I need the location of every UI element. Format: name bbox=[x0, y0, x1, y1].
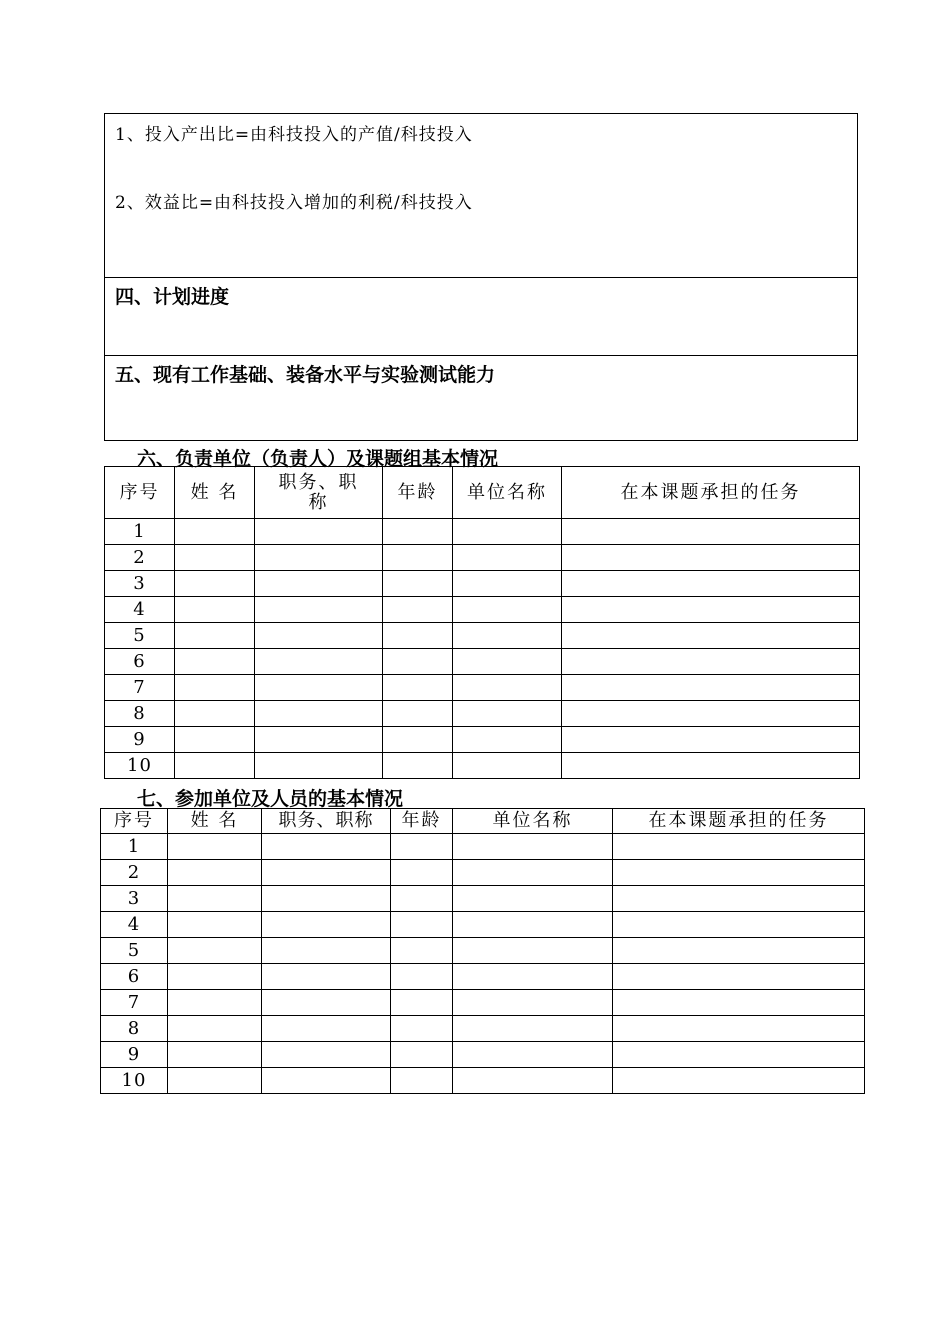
cell-name[interactable] bbox=[168, 1042, 262, 1068]
cell-serial: 7 bbox=[105, 675, 175, 701]
col-header-serial: 序号 bbox=[105, 467, 175, 519]
cell-age[interactable] bbox=[391, 912, 453, 938]
table-row bbox=[101, 1016, 865, 1042]
cell-position[interactable] bbox=[262, 912, 391, 938]
cell-position[interactable] bbox=[262, 834, 391, 860]
cell-unit[interactable] bbox=[453, 727, 562, 753]
cell-task[interactable] bbox=[562, 545, 860, 571]
cell-name[interactable] bbox=[175, 519, 255, 545]
cell-name[interactable] bbox=[175, 545, 255, 571]
cell-task[interactable] bbox=[562, 701, 860, 727]
cell-unit[interactable] bbox=[453, 545, 562, 571]
table-row bbox=[101, 1068, 865, 1094]
table-row bbox=[105, 675, 860, 701]
cell-serial: 9 bbox=[101, 1042, 168, 1068]
cell-age[interactable] bbox=[391, 1016, 453, 1042]
cell-unit[interactable] bbox=[453, 834, 613, 860]
cell-serial: 6 bbox=[105, 649, 175, 675]
table-row bbox=[101, 964, 865, 990]
cell-serial: 8 bbox=[105, 701, 175, 727]
cell-serial: 4 bbox=[101, 912, 168, 938]
col-header-age: 年龄 bbox=[391, 809, 453, 834]
cell-position[interactable] bbox=[255, 597, 383, 623]
cell-serial: 2 bbox=[101, 860, 168, 886]
cell-task[interactable] bbox=[613, 964, 865, 990]
cell-age[interactable] bbox=[391, 860, 453, 886]
cell-serial: 5 bbox=[105, 623, 175, 649]
cell-position[interactable] bbox=[262, 1068, 391, 1094]
cell-position[interactable] bbox=[262, 886, 391, 912]
cell-age[interactable] bbox=[391, 964, 453, 990]
cell-unit[interactable] bbox=[453, 701, 562, 727]
col-header-name: 姓 名 bbox=[175, 467, 255, 519]
cell-age[interactable] bbox=[383, 649, 453, 675]
cell-serial: 8 bbox=[101, 1016, 168, 1042]
cell-name[interactable] bbox=[168, 938, 262, 964]
cell-unit[interactable] bbox=[453, 597, 562, 623]
schedule-heading: 四、计划进度 bbox=[115, 286, 230, 308]
cell-age[interactable] bbox=[391, 1068, 453, 1094]
cell-serial: 1 bbox=[105, 519, 175, 545]
cell-task[interactable] bbox=[613, 1042, 865, 1068]
table7-title: 七、参加单位及人员的基本情况 bbox=[137, 788, 404, 810]
cell-serial: 3 bbox=[105, 571, 175, 597]
cell-serial: 2 bbox=[105, 545, 175, 571]
cell-name[interactable] bbox=[175, 597, 255, 623]
cell-position[interactable] bbox=[255, 519, 383, 545]
table-header-row bbox=[101, 809, 865, 834]
cell-serial: 5 bbox=[101, 938, 168, 964]
cell-position[interactable] bbox=[255, 753, 383, 779]
cell-position[interactable] bbox=[255, 727, 383, 753]
cell-position[interactable] bbox=[262, 1042, 391, 1068]
cell-task[interactable] bbox=[613, 860, 865, 886]
col-header-serial: 序号 bbox=[101, 809, 168, 834]
cell-task[interactable] bbox=[562, 675, 860, 701]
table-row bbox=[101, 990, 865, 1016]
table-header-row bbox=[105, 467, 860, 519]
cell-serial: 10 bbox=[105, 753, 175, 779]
cell-serial: 9 bbox=[105, 727, 175, 753]
cell-name[interactable] bbox=[168, 990, 262, 1016]
cell-position[interactable] bbox=[255, 571, 383, 597]
table-row bbox=[105, 701, 860, 727]
cell-unit[interactable] bbox=[453, 1068, 613, 1094]
cell-serial: 6 bbox=[101, 964, 168, 990]
cell-age[interactable] bbox=[383, 571, 453, 597]
cell-task[interactable] bbox=[562, 597, 860, 623]
cell-age[interactable] bbox=[383, 753, 453, 779]
formula-benefit-ratio: 2、效益比=由科技投入增加的利税/科技投入 bbox=[115, 193, 473, 213]
table-row bbox=[105, 597, 860, 623]
col-header-task: 在本课题承担的任务 bbox=[562, 467, 860, 519]
cell-unit[interactable] bbox=[453, 938, 613, 964]
cell-serial: 3 bbox=[101, 886, 168, 912]
cell-unit[interactable] bbox=[453, 649, 562, 675]
cell-name[interactable] bbox=[168, 1068, 262, 1094]
table-row bbox=[101, 912, 865, 938]
cell-age[interactable] bbox=[383, 545, 453, 571]
cell-unit[interactable] bbox=[453, 1016, 613, 1042]
cell-position[interactable] bbox=[262, 1016, 391, 1042]
cell-position[interactable] bbox=[255, 649, 383, 675]
cell-task[interactable] bbox=[613, 886, 865, 912]
cell-position[interactable] bbox=[262, 990, 391, 1016]
cell-unit[interactable] bbox=[453, 753, 562, 779]
cell-name[interactable] bbox=[175, 675, 255, 701]
cell-task[interactable] bbox=[613, 834, 865, 860]
table-row bbox=[105, 545, 860, 571]
col-header-task: 在本课题承担的任务 bbox=[613, 809, 865, 834]
cell-task[interactable] bbox=[562, 649, 860, 675]
cell-serial: 10 bbox=[101, 1068, 168, 1094]
cell-task[interactable] bbox=[613, 938, 865, 964]
cell-name[interactable] bbox=[175, 623, 255, 649]
cell-position[interactable] bbox=[255, 545, 383, 571]
col-header-name: 姓 名 bbox=[168, 809, 262, 834]
cell-age[interactable] bbox=[383, 597, 453, 623]
table-row bbox=[105, 519, 860, 545]
cell-age[interactable] bbox=[391, 938, 453, 964]
cell-age[interactable] bbox=[391, 1042, 453, 1068]
table-row bbox=[101, 938, 865, 964]
table-row bbox=[101, 834, 865, 860]
cell-task[interactable] bbox=[562, 727, 860, 753]
col-header-position: 职务、职称 bbox=[255, 467, 383, 519]
table6-title: 六、负责单位（负责人）及课题组基本情况 bbox=[137, 448, 499, 470]
work-basis-section bbox=[104, 355, 858, 441]
cell-task[interactable] bbox=[562, 753, 860, 779]
schedule-section bbox=[104, 277, 858, 356]
cell-task[interactable] bbox=[562, 519, 860, 545]
responsible-unit-table bbox=[104, 466, 860, 779]
cell-age[interactable] bbox=[383, 727, 453, 753]
cell-task[interactable] bbox=[613, 1016, 865, 1042]
cell-unit[interactable] bbox=[453, 623, 562, 649]
cell-age[interactable] bbox=[383, 623, 453, 649]
col-header-unit: 单位名称 bbox=[453, 809, 613, 834]
cell-name[interactable] bbox=[168, 964, 262, 990]
cell-position[interactable] bbox=[262, 964, 391, 990]
cell-position[interactable] bbox=[262, 860, 391, 886]
cell-name[interactable] bbox=[168, 912, 262, 938]
cell-task[interactable] bbox=[562, 571, 860, 597]
col-header-position: 职务、职称 bbox=[262, 809, 391, 834]
cell-position[interactable] bbox=[255, 675, 383, 701]
cell-unit[interactable] bbox=[453, 990, 613, 1016]
cell-name[interactable] bbox=[168, 886, 262, 912]
col-header-age: 年龄 bbox=[383, 467, 453, 519]
cell-unit[interactable] bbox=[453, 912, 613, 938]
cell-name[interactable] bbox=[175, 753, 255, 779]
cell-task[interactable] bbox=[613, 912, 865, 938]
cell-task[interactable] bbox=[562, 623, 860, 649]
cell-age[interactable] bbox=[391, 834, 453, 860]
cell-unit[interactable] bbox=[453, 675, 562, 701]
cell-position[interactable] bbox=[262, 938, 391, 964]
work-basis-heading: 五、现有工作基础、装备水平与实验测试能力 bbox=[115, 364, 496, 386]
table-row bbox=[105, 727, 860, 753]
cell-name[interactable] bbox=[168, 860, 262, 886]
cell-serial: 4 bbox=[105, 597, 175, 623]
cell-name[interactable] bbox=[168, 834, 262, 860]
table-row bbox=[105, 623, 860, 649]
formula-box bbox=[104, 113, 858, 278]
cell-unit[interactable] bbox=[453, 964, 613, 990]
cell-serial: 7 bbox=[101, 990, 168, 1016]
cell-age[interactable] bbox=[391, 990, 453, 1016]
cell-unit[interactable] bbox=[453, 571, 562, 597]
cell-name[interactable] bbox=[175, 649, 255, 675]
col-header-unit: 单位名称 bbox=[453, 467, 562, 519]
cell-unit[interactable] bbox=[453, 1042, 613, 1068]
cell-task[interactable] bbox=[613, 990, 865, 1016]
cell-age[interactable] bbox=[391, 886, 453, 912]
table-row bbox=[101, 886, 865, 912]
cell-age[interactable] bbox=[383, 675, 453, 701]
table-row bbox=[105, 571, 860, 597]
cell-unit[interactable] bbox=[453, 886, 613, 912]
cell-serial: 1 bbox=[101, 834, 168, 860]
table-row bbox=[101, 860, 865, 886]
cell-age[interactable] bbox=[383, 701, 453, 727]
formula-input-output-ratio: 1、投入产出比=由科技投入的产值/科技投入 bbox=[115, 125, 473, 145]
cell-name[interactable] bbox=[175, 701, 255, 727]
participating-unit-table bbox=[100, 808, 865, 1094]
cell-name[interactable] bbox=[175, 571, 255, 597]
cell-name[interactable] bbox=[175, 727, 255, 753]
table-row bbox=[101, 1042, 865, 1068]
cell-position[interactable] bbox=[255, 623, 383, 649]
cell-age[interactable] bbox=[383, 519, 453, 545]
cell-unit[interactable] bbox=[453, 860, 613, 886]
cell-position[interactable] bbox=[255, 701, 383, 727]
cell-unit[interactable] bbox=[453, 519, 562, 545]
table-row bbox=[105, 649, 860, 675]
cell-name[interactable] bbox=[168, 1016, 262, 1042]
table-row bbox=[105, 753, 860, 779]
cell-task[interactable] bbox=[613, 1068, 865, 1094]
